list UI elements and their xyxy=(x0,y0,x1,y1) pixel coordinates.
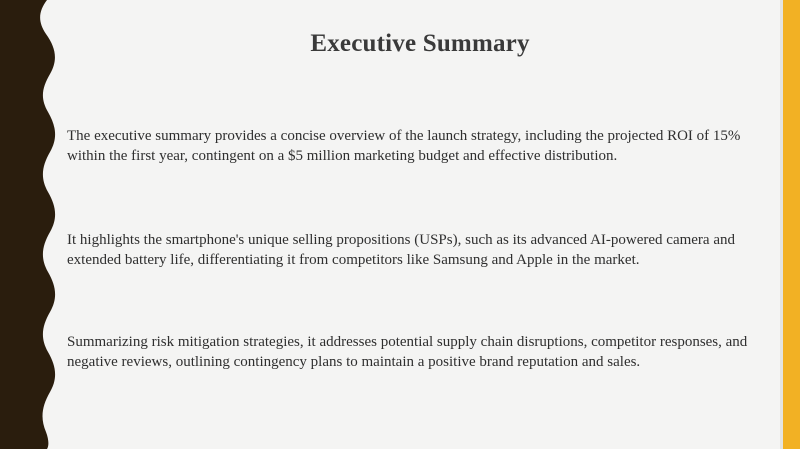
right-bar-fill xyxy=(783,0,800,449)
left-wave-shape xyxy=(0,0,55,449)
left-wave-decoration xyxy=(0,0,60,449)
right-bar-edge xyxy=(780,0,783,449)
slide-title: Executive Summary xyxy=(310,30,530,57)
right-accent-bar xyxy=(780,0,800,449)
summary-paragraph-3: Summarizing risk mitigation strategies, it addresses potential supply chain disruptions, competitor responses, and negative reviews, outlining contingency plans to maintain a positive brand reputation and sales. xyxy=(67,334,748,370)
summary-paragraph-1: The executive summary provides a concise overview of the launch strategy, including the projected ROI of 15% within the first year, contingent on a $5 million marketing budget and effective distribution. xyxy=(67,128,741,164)
summary-paragraph-2: It highlights the smartphone's unique selling propositions (USPs), such as its advanced AI-powered camera and extended battery life, differentiating it from competitors like Samsung and Apple in the market. xyxy=(67,232,735,268)
